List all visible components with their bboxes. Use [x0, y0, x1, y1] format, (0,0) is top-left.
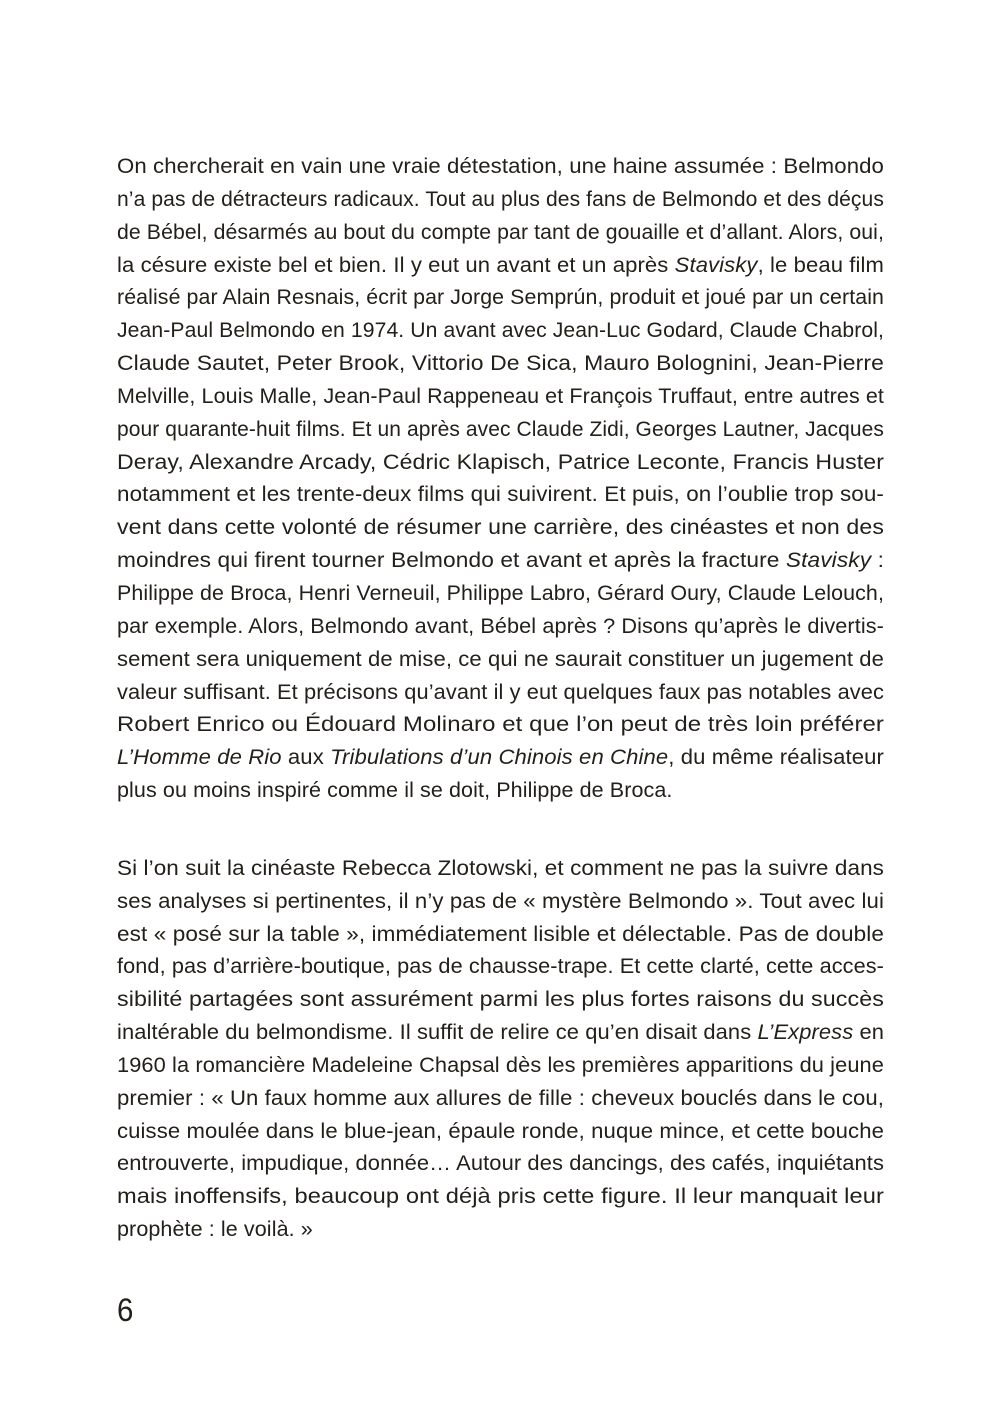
text-line: 1960 la romancière Madeleine Chapsal dès les premières apparitions du jeune: [117, 1052, 885, 1077]
text-line: sement sera uniquement de mise, ce qui ne saurait constituer un jugement de: [117, 646, 884, 671]
text-line: premier : « Un faux homme aux allures de fille : cheveux bouclés dans le cou,: [117, 1085, 884, 1110]
text-line: valeur suffisant. Et précisons qu’avant il y eut quelques faux pas notables avec: [117, 679, 884, 704]
text-line: sibilité partagées sont assurément parmi les plus fortes raisons du succès: [117, 987, 885, 1012]
text-line: plus ou moins inspiré comme il se doit, Philippe de Broca.: [117, 778, 673, 803]
paragraph: [117, 852, 884, 1246]
body-text: [117, 150, 884, 1246]
text-line: Robert Enrico ou Édouard Molinaro et que l’on peut de très loin préférer: [117, 712, 885, 737]
text-line: Philippe de Broca, Henri Verneuil, Philippe Labro, Gérard Oury, Claude Lelouch,: [117, 580, 884, 605]
text-line: réalisé par Alain Resnais, écrit par Jorge Semprún, produit et joué par un certain: [117, 285, 884, 310]
text-line: prophète : le voilà. »: [117, 1217, 313, 1242]
page-number: 6: [117, 1292, 134, 1328]
text-line: Si l’on suit la cinéaste Rebecca Zlotowski, et comment ne pas la suivre dans: [117, 855, 884, 880]
text-line: ses analyses si pertinentes, il n’y pas de « mystère Belmondo ». Tout avec lui: [117, 888, 884, 913]
text-line: mais inoffensifs, beaucoup ont déjà pris cette figure. Il leur manquait leur: [117, 1184, 884, 1209]
text-line: notamment et les trente-deux films qui suivirent. Et puis, on l’oublie trop sou-: [117, 482, 885, 507]
text-line: la césure existe bel et bien. Il y eut un avant et un après Stavisky, le beau film: [117, 252, 884, 277]
text-line: On chercherait en vain une vraie détestation, une haine assumée : Belmondo: [117, 154, 884, 178]
text-line: L’Homme de Rio aux Tribulations d’un Chinois en Chine, du même réalisateur: [117, 745, 885, 770]
text-line: entrouverte, impudique, donnée… Autour des dancings, des cafés, inquiétants: [117, 1151, 884, 1176]
text-line: Claude Sautet, Peter Brook, Vittorio De Sica, Mauro Bolognini, Jean-Pierre: [117, 351, 885, 376]
text-line: inaltérable du belmondisme. Il suffit de relire ce qu’en disait dans L’Express en: [117, 1020, 885, 1045]
text-line: cuisse moulée dans le blue-jean, épaule ronde, nuque mince, et cette bouche: [117, 1118, 884, 1143]
text-line: de Bébel, désarmés au bout du compte par tant de gouaille et d’allant. Alors, oui,: [117, 219, 884, 244]
text-line: moindres qui firent tourner Belmondo et avant et après la fracture Stavisky :: [117, 548, 884, 573]
text-line: Deray, Alexandre Arcady, Cédric Klapisch, Patrice Leconte, Francis Huster: [117, 449, 884, 474]
text-line: vent dans cette volonté de résumer une carrière, des cinéastes et non des: [117, 515, 884, 540]
text-line: pour quarante-huit films. Et un après avec Claude Zidi, Georges Lautner, Jacques: [117, 416, 884, 441]
text-line: par exemple. Alors, Belmondo avant, Bébel après ? Disons qu’après le divertis-: [117, 613, 885, 638]
text-line: Jean-Paul Belmondo en 1974. Un avant avec Jean-Luc Godard, Claude Chabrol,: [117, 318, 884, 343]
text-line: fond, pas d’arrière-boutique, pas de chausse-trape. Et cette clarté, cette acces-: [117, 954, 884, 979]
text-line: n’a pas de détracteurs radicaux. Tout au plus des fans de Belmondo et des déçus: [117, 186, 884, 211]
text-line: Melville, Louis Malle, Jean-Paul Rappeneau et François Truffaut, entre autres et: [117, 383, 884, 408]
text-line: est « posé sur la table », immédiatement lisible et délectable. Pas de double: [117, 921, 884, 946]
paragraph: [117, 150, 884, 807]
